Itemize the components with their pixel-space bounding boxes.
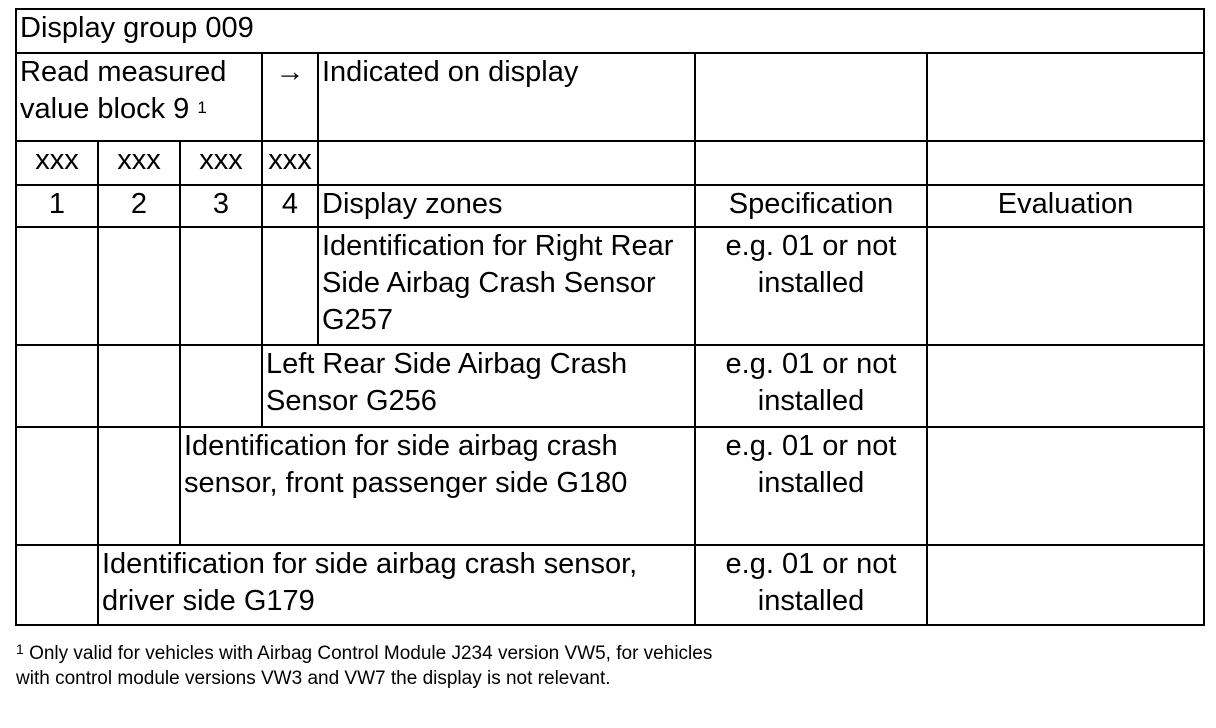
column-number: 1 bbox=[16, 185, 98, 227]
empty-cell bbox=[695, 141, 927, 185]
empty-cell bbox=[927, 141, 1204, 185]
xxx-row bbox=[16, 141, 1204, 185]
empty-cell bbox=[98, 345, 180, 427]
empty-cell bbox=[318, 141, 695, 185]
table-row bbox=[16, 345, 1204, 427]
evaluation-cell bbox=[927, 545, 1204, 625]
empty-cell bbox=[98, 227, 180, 345]
header-eval-empty bbox=[927, 53, 1204, 141]
title-row bbox=[16, 9, 1204, 53]
column-header-row bbox=[16, 185, 1204, 227]
header-row bbox=[16, 53, 1204, 141]
xxx-cell: xxx bbox=[262, 141, 318, 185]
empty-cell bbox=[16, 227, 98, 345]
evaluation-cell bbox=[927, 345, 1204, 427]
display-zone-text: Identification for side airbag crash sensor, driver side G179 bbox=[98, 545, 695, 625]
specification-value: e.g. 01 or not installed bbox=[695, 345, 927, 427]
empty-cell bbox=[16, 345, 98, 427]
header-spec-empty bbox=[695, 53, 927, 141]
specification-value: e.g. 01 or not installed bbox=[695, 427, 927, 545]
footnote bbox=[16, 641, 716, 691]
column-number: 3 bbox=[180, 185, 262, 227]
empty-cell bbox=[262, 227, 318, 345]
xxx-cell: xxx bbox=[180, 141, 262, 185]
indicated-on-display-label: Indicated on display bbox=[318, 53, 695, 141]
measured-value-table bbox=[15, 8, 1205, 626]
xxx-cell: xxx bbox=[98, 141, 180, 185]
specification-value: e.g. 01 or not installed bbox=[695, 227, 927, 345]
footnote-marker: 1 bbox=[16, 641, 24, 657]
measured-value-table-container bbox=[15, 8, 1205, 626]
empty-cell bbox=[16, 545, 98, 625]
display-group-title: Display group 009 bbox=[16, 9, 1204, 53]
xxx-cell: xxx bbox=[16, 141, 98, 185]
footnote-text: Only valid for vehicles with Airbag Control Module J234 version VW5, for vehicles with control module versions VW3 and VW7 the display is not relevant. bbox=[16, 643, 713, 689]
display-zone-text: Left Rear Side Airbag Crash Sensor G256 bbox=[262, 345, 695, 427]
read-value-block-label: Read measured value block 9 $^1$ bbox=[16, 53, 262, 141]
evaluation-cell bbox=[927, 227, 1204, 345]
display-zones-header: Display zones bbox=[318, 185, 695, 227]
display-zone-text: Identification for Right Rear Side Airbag Crash Sensor G257 bbox=[318, 227, 695, 345]
specification-header: Specification bbox=[695, 185, 927, 227]
empty-cell bbox=[16, 427, 98, 545]
footnote-ref: 1 bbox=[197, 98, 207, 117]
table-row bbox=[16, 227, 1204, 345]
specification-value: e.g. 01 or not installed bbox=[695, 545, 927, 625]
evaluation-cell bbox=[927, 427, 1204, 545]
column-number: 4 bbox=[262, 185, 318, 227]
table-row bbox=[16, 545, 1204, 625]
arrow-right-icon: → bbox=[262, 53, 318, 141]
column-number: 2 bbox=[98, 185, 180, 227]
empty-cell bbox=[98, 427, 180, 545]
empty-cell bbox=[180, 345, 262, 427]
empty-cell bbox=[180, 227, 262, 345]
evaluation-header: Evaluation bbox=[927, 185, 1204, 227]
display-zone-text: Identification for side airbag crash sensor, front passenger side G180 bbox=[180, 427, 695, 545]
table-row bbox=[16, 427, 1204, 545]
